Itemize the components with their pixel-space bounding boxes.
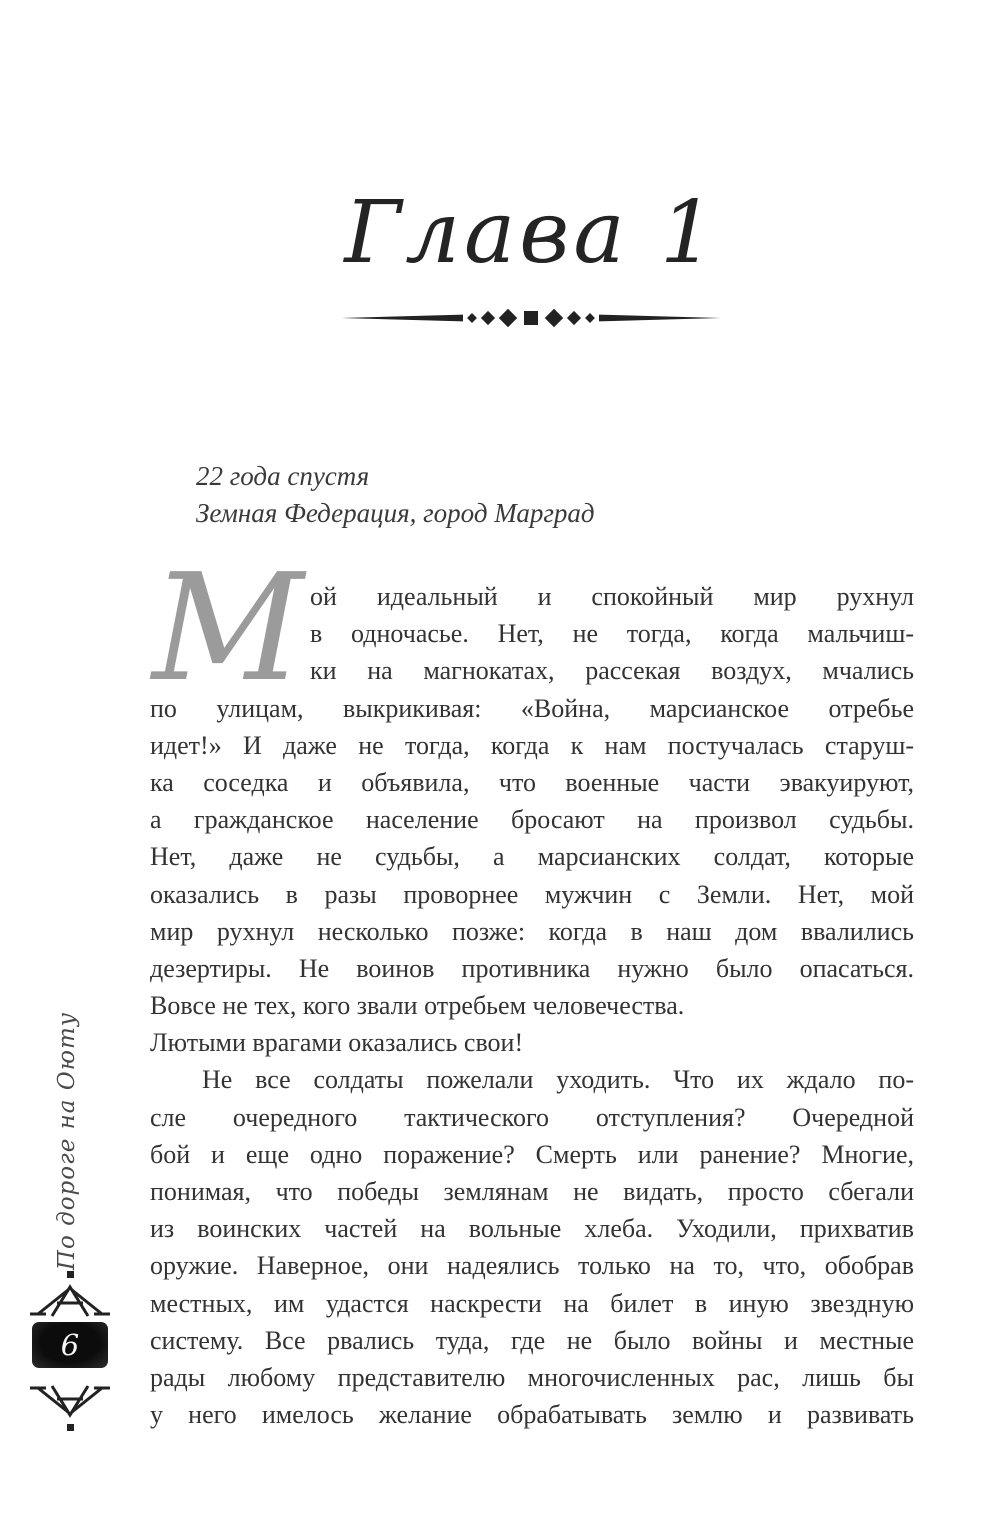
body-line: Лютыми врагами оказались свои! xyxy=(150,1028,524,1058)
chapter-divider-ornament xyxy=(341,306,721,330)
epigraph-time: 22 года спустя xyxy=(196,461,370,491)
body-line: идет!» И даже не тогда, когда к нам постучалась старуш- xyxy=(150,730,914,760)
body-line: мир рухнул несколько позже: когда в наш дом ввалились xyxy=(150,916,914,946)
body-line: а гражданское население бросают на произвол судьбы. xyxy=(150,805,914,835)
drop-cap: М xyxy=(152,542,304,714)
body-line: местных, им удастся наскрести на билет в иную звездную xyxy=(150,1288,914,1318)
chapter-title: Глава 1 xyxy=(344,183,719,283)
page-number: 6 xyxy=(60,1328,80,1362)
epigraph xyxy=(196,458,836,532)
page-number-box xyxy=(32,1322,108,1368)
epigraph-place: Земная Федерация, город Марград xyxy=(196,498,595,528)
body-line: Нет, даже не судьбы, а марсианских солдат, которые xyxy=(150,842,914,872)
body-line: рады любому представителю многочисленных рас, лишь бы xyxy=(150,1362,914,1392)
body-line: из воинских частей на вольные хлеба. Уходили, прихватив xyxy=(150,1214,914,1244)
body-line: оказались в разы проворнее мужчин с Земли. Нет, мой xyxy=(150,879,914,909)
body-line: в одночасье. Нет, не тогда, когда мальчиш- xyxy=(310,619,914,649)
body-line: Не все солдаты пожелали уходить. Что их ждало по- xyxy=(202,1065,914,1095)
body-line: понимая, что победы землянам не видать, просто сбегали xyxy=(150,1177,914,1206)
arrow-down-ornament-icon xyxy=(28,1380,112,1432)
sidebar-book-title: По дороге на Оюту xyxy=(54,1011,80,1271)
body-line: систему. Все рвались туда, где не было войны и местные xyxy=(150,1325,914,1355)
body-line: Вовсе не тех, кого звали отребьем человечества. xyxy=(150,991,685,1021)
body-line: ки на магнокатах, рассекая воздух, мчались xyxy=(310,656,914,686)
body-line: сле очередного тактического отступления? Очередной xyxy=(150,1102,914,1132)
body-line: ой идеальный и спокойный мир рухнул xyxy=(310,582,914,611)
body-line: у него имелось желание обрабатывать землю и развивать xyxy=(150,1400,914,1430)
body-line: по улицам, выкрикивая: «Война, марсианское отребье xyxy=(150,693,914,723)
body-line: бой и еще одно поражение? Смерть или ранение? Многие, xyxy=(150,1139,914,1169)
body-text xyxy=(150,542,914,1433)
body-line: оружие. Наверное, они надеялись только на то, что, обобрав xyxy=(150,1251,914,1281)
body-line: дезертиры. Не воинов противника нужно было опасаться. xyxy=(150,953,914,983)
arrow-up-ornament-icon xyxy=(28,1270,112,1322)
body-line: ка соседка и объявила, что военные части эвакуируют, xyxy=(150,767,914,797)
